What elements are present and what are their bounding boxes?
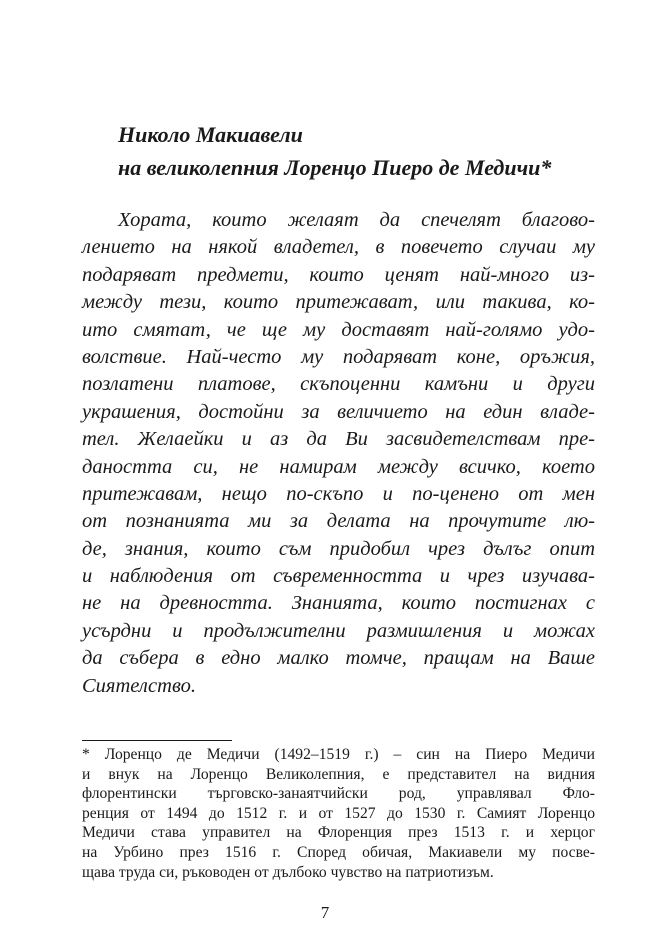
footnote-line: * Лоренцо де Медичи (1492–1519 г.) – син на Пиеро Медичи xyxy=(82,746,595,763)
footnote-line: на Урбино през 1516 г. Според обичая, Макиавели му посве- xyxy=(82,843,595,861)
footnote-line: Медичи става управител на Флоренция през 1513 г. и херцог xyxy=(82,824,595,842)
footnote-line: флорентински търговско-занаятчийски род, управлявал Фло- xyxy=(82,785,595,803)
body-line: Хората, които желаят да спечелят благово- xyxy=(118,209,595,231)
body-line: между тези, които притежават, или такива, ко- xyxy=(82,291,595,314)
footnote-separator xyxy=(82,740,232,741)
footnote-line: щава труда си, ръководен от дълбоко чувство на патриотизъм. xyxy=(82,863,494,881)
footnote-line: и внук на Лоренцо Великолепния, е представител на видния xyxy=(82,765,595,783)
body-line: ито смятат, че ще му доставят най-голямо удо- xyxy=(82,318,595,341)
body-line: лението на някой владетел, в повечето случаи му xyxy=(82,236,595,259)
heading-dedicatee-line: на великолепния Лоренцо Пиеро де Медичи* xyxy=(118,155,552,180)
body-line: даността си, не намирам между всичко, което xyxy=(82,455,595,478)
body-line: позлатени платове, скъпоценни камъни и други xyxy=(82,373,595,396)
body-line: от познанията ми за делата на прочутите лю- xyxy=(82,510,595,533)
body-line: и наблюдения от съвременността и чрез изучава- xyxy=(82,565,595,588)
footnote xyxy=(82,745,595,882)
body-line: волствие. Най-често му подаряват коне, оръжия, xyxy=(82,345,595,368)
body-line: Сиятелство. xyxy=(82,674,196,697)
body-line: де, знания, които съм придобил чрез дълъг опит xyxy=(82,537,595,560)
body-line: украшения, достойни за величието на един владе- xyxy=(82,400,595,423)
body-line: усърдни и продължителни размишления и можах xyxy=(82,619,595,642)
body-line: не на древността. Знанията, които постигнах с xyxy=(82,592,595,615)
footnote-line: ренция от 1494 до 1512 г. и от 1527 до 1530 г. Самият Лоренцо xyxy=(82,804,595,822)
body-line: подаряват предмети, които ценят най-много из- xyxy=(82,263,595,286)
dedication-body xyxy=(82,207,595,700)
heading-author-line: Николо Макиавели xyxy=(118,122,303,147)
body-line: притежавам, нещо по-скъпо и по-ценено от мен xyxy=(82,482,595,505)
body-line: да събера в едно малко томче, пращам на Ваше xyxy=(82,647,595,670)
dedication-heading xyxy=(118,118,618,184)
page-number: 7 xyxy=(320,903,330,922)
body-line: тел. Желаейки и аз да Ви засвидетелствам пре- xyxy=(82,428,595,451)
